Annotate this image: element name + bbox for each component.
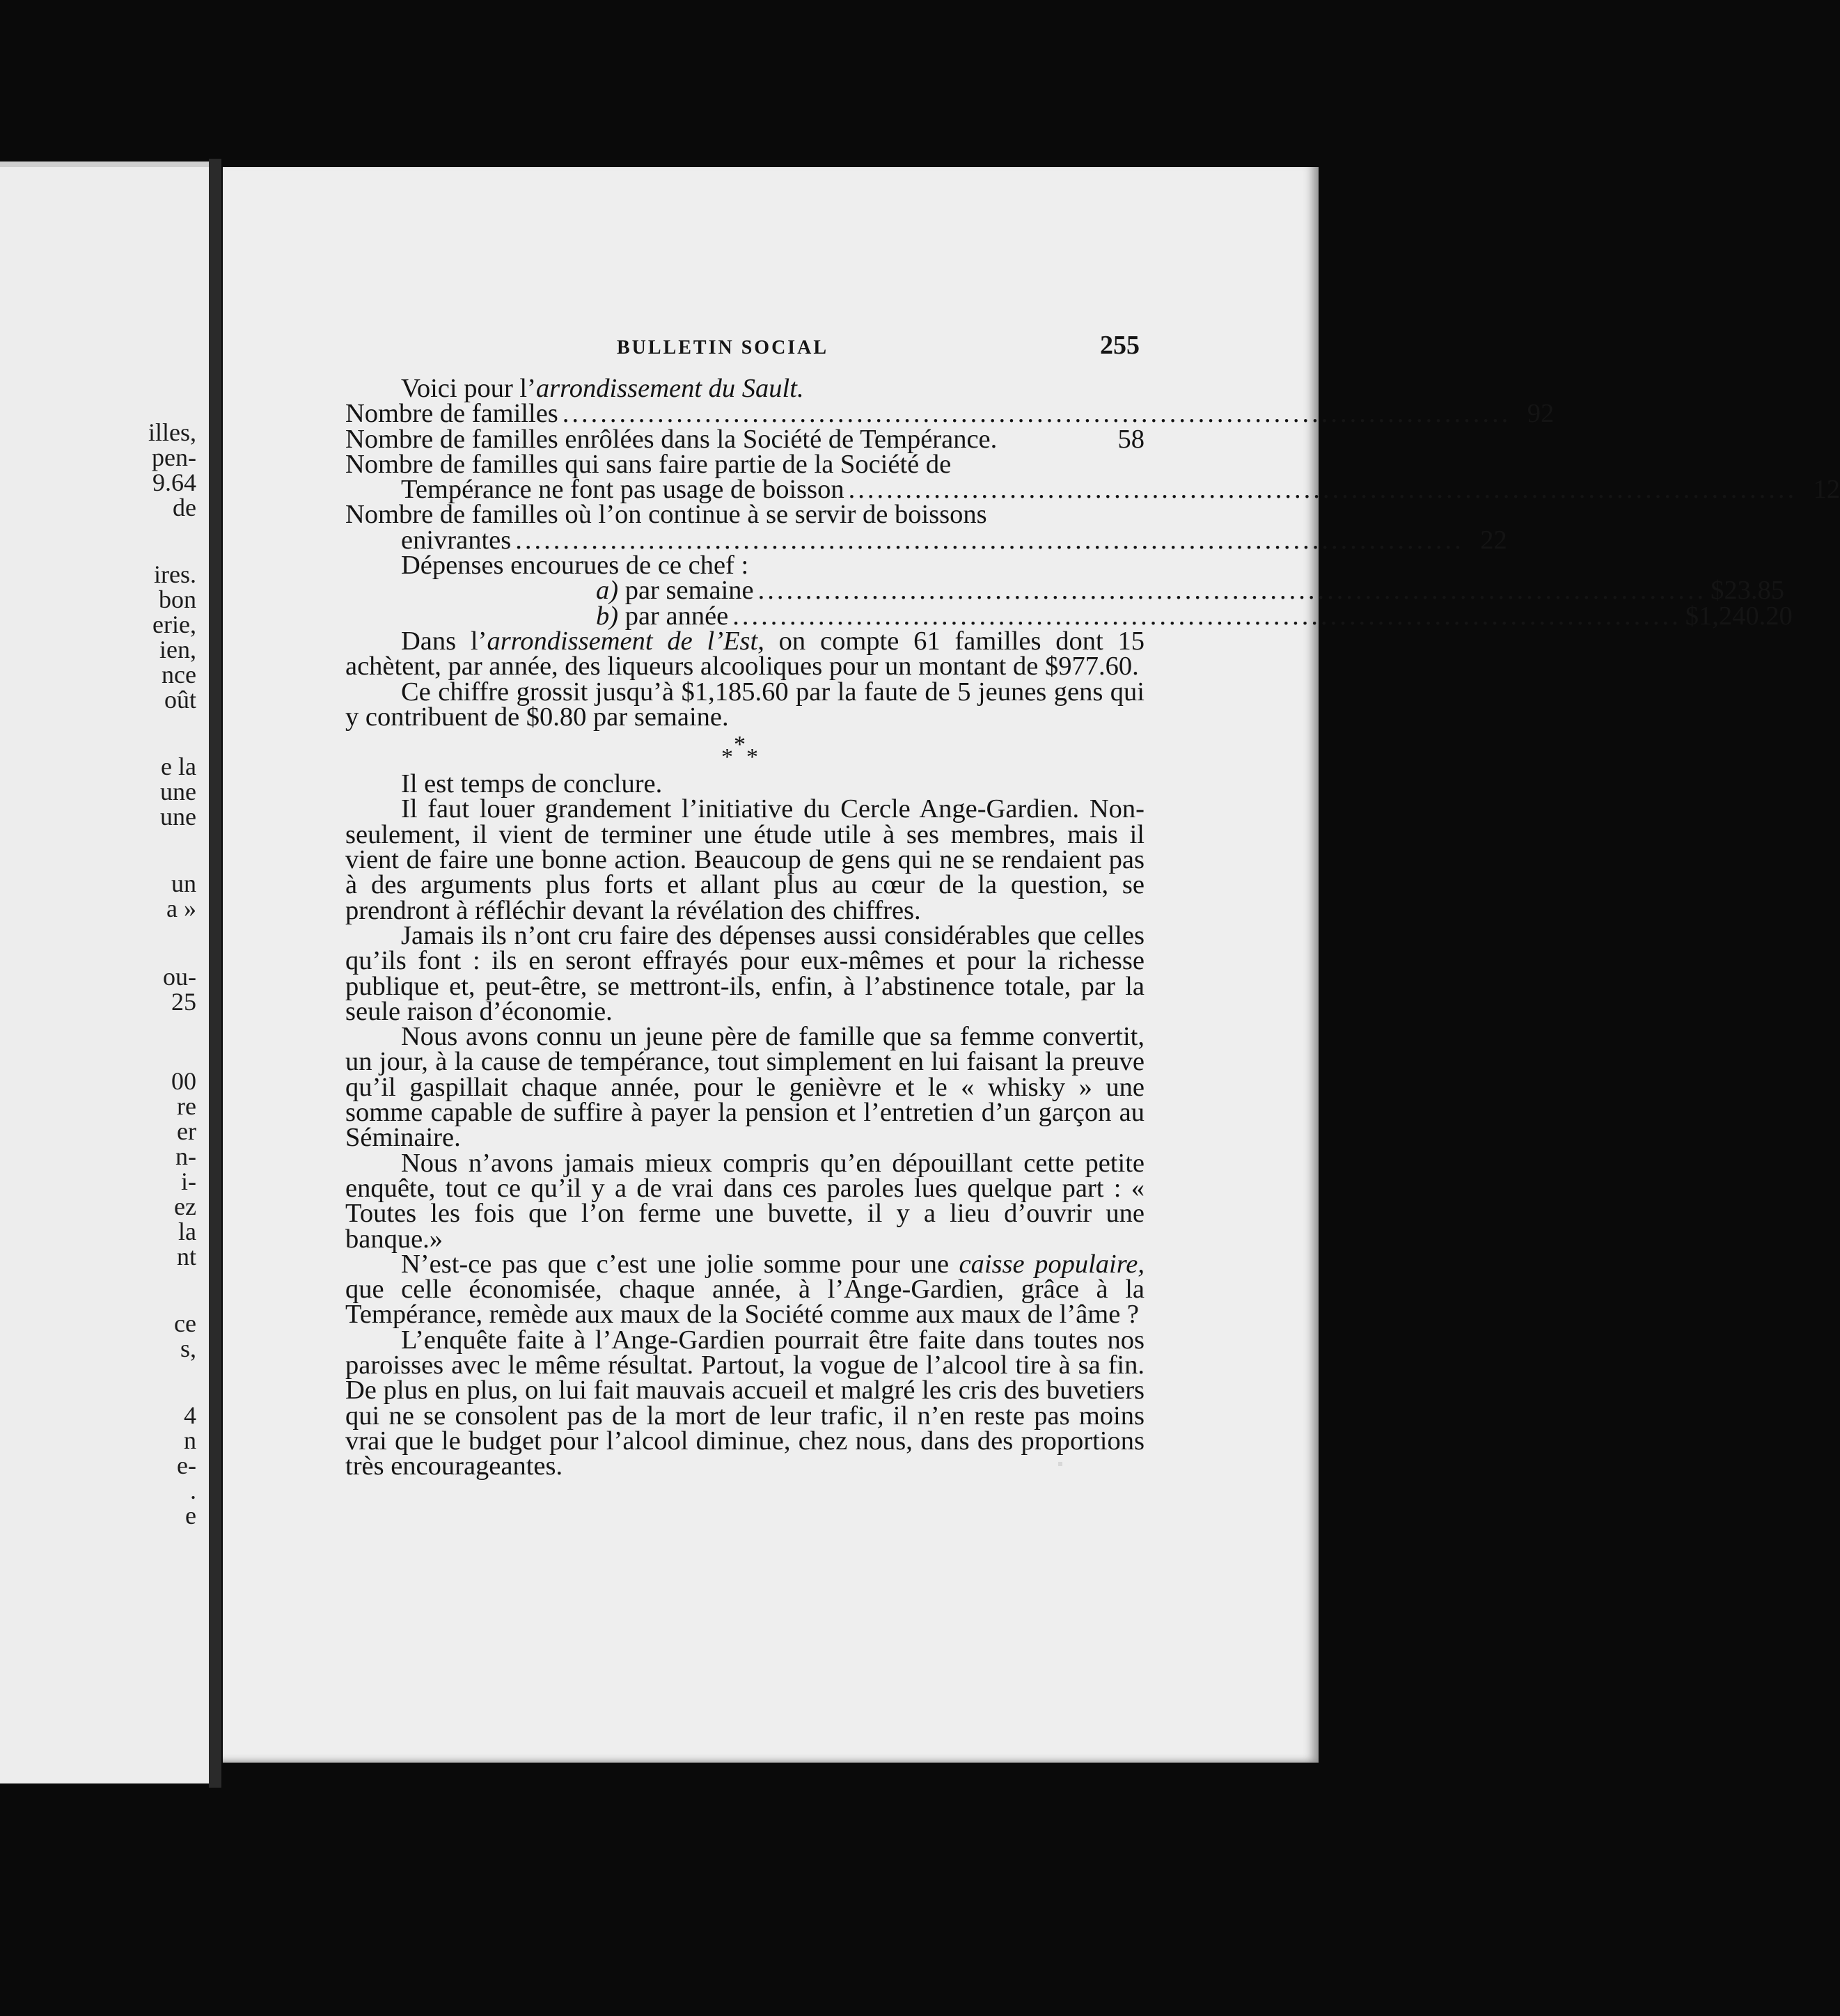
stat-abstain: Nombre de familles qui sans faire partie de la Société de Tempérance ne font pas usage de boisson .................................................................................................... 12 — [345, 449, 1840, 505]
facing-page-text-fragment: 00 — [171, 1067, 196, 1095]
facing-page-text-fragment: la — [178, 1218, 196, 1245]
book-spine — [209, 159, 221, 1788]
facing-page-text-fragment: 9.64 — [152, 468, 196, 496]
expense-weekly: a) par semaine .................................................................................................... $23.85 — [596, 576, 1785, 606]
facing-page-edge — [0, 162, 209, 167]
page-body — [345, 374, 1840, 1481]
facing-page-text-fragment: n — [184, 1426, 196, 1454]
expenses-heading: Dépenses encourues de ce chef : — [401, 551, 749, 581]
facing-page — [0, 162, 209, 1783]
facing-page-text-fragment: 25 — [171, 988, 196, 1016]
facing-page-text-fragment: de — [173, 494, 196, 521]
paragraph-compris: Nous n’avons jamais mieux compris qu’en dépouillant cette petite enquête, tout ce qu’il y a de vrai dans ces paroles lues quelque part : « Toutes les fois que l’on ferme une buvette, il y a lieu d’ouvrir une banque.» — [345, 1148, 1145, 1254]
paragraph-louer: Il faut louer grandement l’initiative du Cercle Ange-Gardien. Non-seulement, il vient de terminer une étude utile à ses membres, mais il vient de faire une bonne action. Beaucoup de gens qui ne se rendaient pas à des arguments plus forts et allant plus au cœur de la question, se prendront à réfléchir devant la révélation des chiffres. — [345, 794, 1145, 925]
facing-page-text-fragment: un — [171, 869, 196, 897]
facing-page-text-fragment: ien, — [159, 636, 196, 663]
running-header: BULLETIN SOCIAL — [617, 337, 829, 359]
facing-page-text-fragment: er — [177, 1117, 196, 1145]
facing-page-text-fragment: erie, — [152, 611, 196, 638]
expense-yearly: b) par année .................................................................................................... $1,240.20 — [596, 601, 1793, 631]
facing-page-text-fragment: nce — [162, 661, 196, 688]
facing-page-text-fragment: . — [190, 1476, 196, 1504]
facing-page-text-fragment: ou- — [163, 963, 196, 991]
facing-page-text-fragment: une — [160, 778, 196, 805]
paragraph-jamais: Jamais ils n’ont cru faire des dépenses aussi considérables que celles qu’ils font : ils en seront effrayés pour eux-mêmes et pour la richesse publique et, peut-être, se mettront-ils, enfin, à l’abstinence totale, par la seule raison d’économie. — [345, 920, 1145, 1026]
facing-page-text-fragment: e- — [177, 1451, 196, 1479]
stat-enrolled: Nombre de familles enrôlées dans la Société de Tempérance. 58 — [345, 424, 1145, 454]
paragraph-chiffre: Ce chiffre grossit jusqu’à $1,185.60 par la faute de 5 jeunes gens qui y contribuent de $0.80 par semaine. — [345, 677, 1145, 732]
facing-page-text-fragment: s, — [180, 1334, 196, 1362]
facing-page-text-fragment: ce — [174, 1309, 196, 1337]
paragraph-connu: Nous avons connu un jeune père de famille que sa femme convertit, un jour, à la cause de tempérance, tout simplement en lui faisant la preuve qu’il gaspillait chaque année, pour le genièvre et le « whisky » une somme capable de suffire à payer la pension et l’entretien d’un garçon au Séminaire. — [345, 1022, 1145, 1153]
facing-page-text-fragment: ires. — [154, 560, 196, 588]
facing-page-text-fragment: e — [185, 1502, 196, 1529]
facing-page-text-fragment: oût — [164, 686, 196, 714]
page-number: 255 — [1100, 331, 1140, 360]
intro-line: Voici pour l’arrondissement du Sault. — [401, 374, 804, 403]
paragraph-enquete: L’enquête faite à l’Ange-Gardien pourrait être faite dans toutes nos paroisses avec le même résultat. Partout, la vogue de l’alcool tire à sa fin. De plus en plus, on lui fait mauvais accueil et malgré les cris des buvetiers qui ne se consolent pas de la mort de leur trafic, il n’en reste pas moins vrai que le budget pour l’alcool diminue, chez nous, dans des proportions très encourageantes. — [345, 1325, 1145, 1481]
facing-page-text-fragment: pen- — [152, 443, 196, 471]
stat-families: Nombre de familles .................................................................................................... 92 — [345, 399, 1555, 429]
asterism: * * * — [721, 732, 758, 771]
paragraph-caisse: N’est-ce pas que c’est une jolie somme pour une caisse populaire, que celle économisée, chaque année, à l’Ange-Gardien, grâce à la Tempérance, remède aux maux de la Société comme aux maux de l’âme ? — [345, 1249, 1145, 1330]
facing-page-text-fragment: n- — [175, 1142, 196, 1170]
facing-page-text-fragment: re — [177, 1092, 196, 1120]
facing-page-text-fragment: e la — [161, 753, 196, 780]
book-page — [223, 167, 1840, 1763]
facing-page-text-fragment: une — [160, 803, 196, 830]
facing-page-text-fragment: 4 — [184, 1401, 196, 1429]
facing-page-text-fragment: illes, — [148, 418, 196, 446]
facing-page-text-fragment: a » — [166, 895, 196, 922]
stat-drinking: Nombre de familles où l’on continue à se servir de boissons enivrantes .................................................................................................... 22 — [345, 500, 1507, 555]
facing-page-text-fragment: i- — [181, 1167, 196, 1195]
paragraph-conclure: Il est temps de conclure. — [401, 769, 663, 799]
facing-page-text-fragment: bon — [159, 585, 196, 613]
facing-page-text-fragment: ez — [174, 1192, 196, 1220]
facing-page-text-fragment: nt — [176, 1243, 196, 1270]
paragraph-est: Dans l’arrondissement de l’Est, on compte 61 familles dont 15 achètent, par année, des liqueurs alcooliques pour un montant de $977.60. — [345, 626, 1145, 682]
